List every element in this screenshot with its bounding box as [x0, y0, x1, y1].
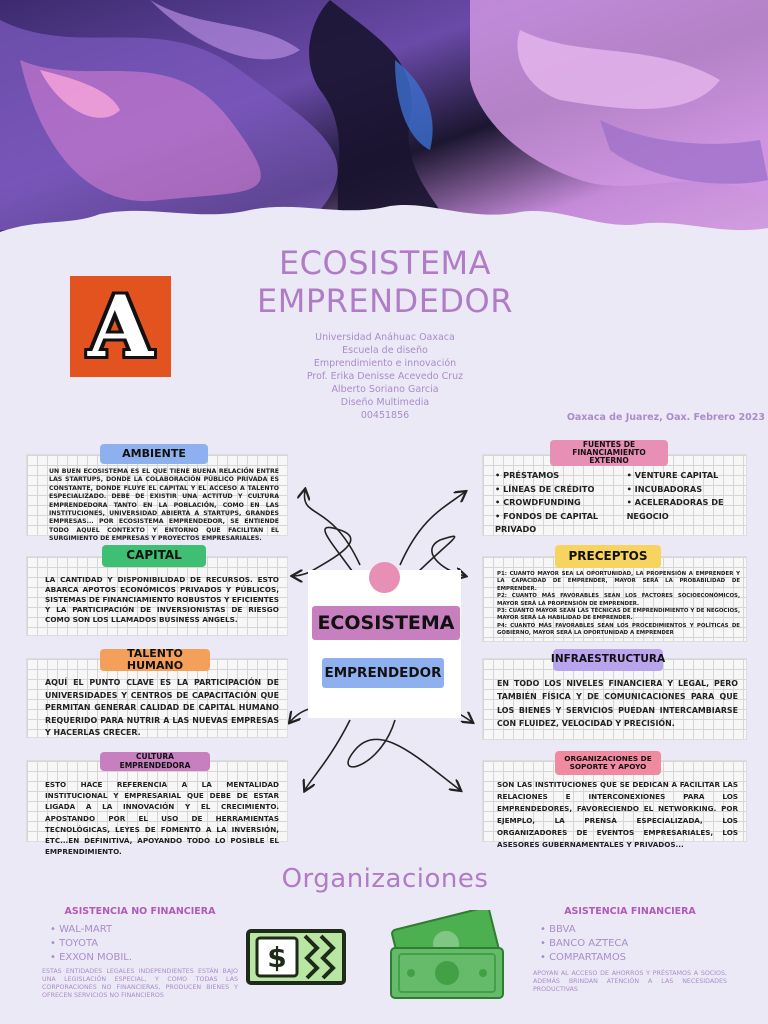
- label-line: ORGANIZACIONES DE: [564, 753, 652, 763]
- label-organizaciones-apoyo: [555, 751, 661, 775]
- center-label-ecosistema: ECOSISTEMA: [312, 606, 460, 640]
- label-ambiente: AMBIENTE: [100, 444, 208, 464]
- list-item: • FONDOS DE CAPITAL PRIVADO: [495, 510, 613, 537]
- label-line: EXTERNO: [589, 456, 629, 466]
- label-infraestructura: INFRAESTRUCTURA: [553, 649, 663, 671]
- non-financial-heading: ASISTENCIA NO FINANCIERA: [64, 906, 216, 917]
- credit-line: Diseño Multimedia: [340, 397, 430, 408]
- credit-line: Universidad Anáhuac Oaxaca: [315, 332, 455, 343]
- center-label-emprendedor: EMPRENDEDOR: [322, 658, 444, 688]
- credit-line: Prof. Erika Denisse Acevedo Cruz: [306, 371, 464, 382]
- label-financiamiento: [550, 440, 668, 466]
- list-item: • LÍNEAS DE CRÉDITO: [495, 483, 613, 497]
- non-financial-note: ESTAS ENTIDADES LEGALES INDEPENDIENTES ESTÁN BAJO UNA LEGISLACIÓN ESPECIAL, Y COMO TODAS LAS CORPORACIONES NO FINANCIERAS, PRODUCEN BIENES Y OFRECEN SERVICIOS NO FINANCIEROS: [42, 968, 238, 999]
- precept-item: P1: CUANTO MAYOR SEA LA OPORTUNIDAD, LA PROPENSIÓN A EMPRENDER Y LA CAPACIDAD DE EMPRENDER, MAYOR SERÁ LA PROBABILIDAD DE EMPRENDER.: [497, 571, 740, 592]
- label-talento-humano: TALENTO HUMANO: [100, 649, 210, 671]
- card-preceptos: [482, 556, 747, 642]
- financial-list: [540, 923, 628, 964]
- financing-list-1: [495, 469, 613, 534]
- financial-heading: ASISTENCIA FINANCIERA: [564, 906, 696, 917]
- list-item: • TOYOTA: [50, 937, 132, 951]
- list-item: • WAL-MART: [50, 923, 132, 937]
- label-capital: CAPITAL: [102, 545, 206, 567]
- svg-text:$: $: [267, 941, 287, 974]
- list-item: • VENTURE CAPITAL: [627, 469, 740, 483]
- page-title: [230, 244, 540, 320]
- label-preceptos: PRECEPTOS: [555, 545, 661, 568]
- precept-item: P3: CUANTO MAYOR SEAN LAS TÉCNICAS DE EMPRENDIMIENTO Y DE NEGOCIOS, MAYOR SERÁ LA HABILIDAD DE EMPRENDER.: [497, 608, 740, 622]
- credit-line: Emprendimiento e innovación: [313, 358, 457, 369]
- financing-list-2: [627, 469, 740, 531]
- card-cultura-emprendedora: [26, 760, 288, 857]
- marble-banner: [0, 0, 768, 270]
- money-stack-icon: [385, 910, 510, 1002]
- center-circle-dot: [369, 562, 400, 593]
- logo-letter: A: [87, 276, 154, 376]
- dollar-bill-outline-icon: [245, 928, 347, 986]
- list-item: • BBVA: [540, 923, 628, 937]
- card-text: SON LAS INSTITUCIONES QUE SE DEDICAN A FACILITAR LAS RELACIONES E INTERCONEXIONES PARA LOS EMPRENDEDORES, FAVORECIENDO EL NETWORKING. POR EJEMPLO, LA PRENSA ESPECIALIZADA, LOS ORGANIZADORES DE EVENTOS EMPRESARIALES, LOS ASESORES GUBERNAMENTALES Y PRIVADOS...: [497, 780, 738, 849]
- credit-line: Escuela de diseño: [342, 345, 428, 356]
- title-line-2: EMPRENDEDOR: [257, 282, 513, 320]
- credit-line: Alberto Soriano Garcia: [331, 384, 439, 395]
- title-line-1: ECOSISTEMA: [278, 244, 492, 282]
- list-item: • BANCO AZTECA: [540, 937, 628, 951]
- card-text: EN TODO LOS NIVELES FINANCIERA Y LEGAL, PERO TAMBIÉN FÍSICA Y DE COMUNICACIONES PARA QUE LOS BIENES Y SERVICIOS PUEDAN INTERCAMBIARSE CON FLUIDEZ, VELOCIDAD Y PRECISIÓN.: [497, 679, 738, 729]
- label-line: FUENTES DE FINANCIAMIENTO: [572, 439, 646, 457]
- card-text: AQUÍ EL PUNTO CLAVE ES LA PARTICIPACIÓN DE UNIVERSIDADES Y CENTROS DE CAPACITACIÓN QUE PERMITAN GENERAR CALIDAD DE CAPITAL HUMANO REQUERIDO PARA NUTRIR A LAS NUEVAS EMPRESAS Y HACERLAS CRECER.: [45, 678, 279, 738]
- place-date: Oaxaca de Juarez, Oax. Febrero 2023: [566, 412, 765, 423]
- card-text: UN BUEN ECOSISTEMA ES EL QUE TIENE BUENA RELACIÓN ENTRE LAS STARTUPS, DONDE LA COLABORACIÓN PÚBLICO PRIVADA ES CONSTANTE, DONDE FLUYE EL CAPITAL Y EL ACCESO A TALENTO ESPECIALIZADO. DEBE DE EXISTIR UNA ACTITUD Y CULTURA EMPRENDEDORA TANTO EN LA POBLACIÓN, COMO EN LAS INSTITUCIONES, UNIVERSIDAD ABIERTA A STARTUPS, GRANDES EMPRESAS... POR ECOSISTEMA EMPRENDEDOR, SE ENTIENDE TODO AQUEL CONTEXTO Y ENTORNO QUE FACILITAN EL SURGIMIENTO DE EMPRESAS Y PROYECTOS EMPRESARIALES.: [49, 468, 279, 543]
- anahuac-logo: [70, 276, 171, 377]
- card-capital: [26, 556, 288, 636]
- credit-line: 00451856: [360, 410, 410, 421]
- organizations-title: Organizaciones: [281, 864, 489, 894]
- list-item: • INCUBADORAS: [627, 483, 740, 497]
- marble-banner-art: [0, 0, 768, 270]
- list-item: • COMPARTAMOS: [540, 951, 628, 965]
- card-ambiente: [26, 454, 288, 543]
- list-item: • PRÉSTAMOS: [495, 469, 613, 483]
- label-cultura-emprendedora: CULTURA EMPRENDEDORA: [100, 752, 210, 771]
- card-text: ESTO HACE REFERENCIA A LA MENTALIDAD INSTITUCIONAL Y EMPRESARIAL QUE DEBE DE ESTAR LIGADA A LA INNOVACIÓN Y EL CRECIMIENTO. APOSTANDO POR EL USO DE HERRAMIENTAS TECNOLÓGICAS, LEYES DE FOMENTO A LA INVERSIÓN, ETC...EN DEFINITIVA, APOYANDO TODO LO POSIBLE EL EMPRENDIMIENTO.: [45, 780, 279, 857]
- card-text: LA CANTIDAD Y DISPONIBILIDAD DE RECURSOS. ESTO ABARCA APOTOS ECONÓMICOS PRIVADOS Y PÚBLICOS, SISTEMAS DE FINANCIAMIENTO ROBUSTOS Y EFICIENTES Y LA PARTICIPACIÓN DE INVERSIONISTAS DE RIESGO COMO SON LOS LLAMADOS BUSINESS ANGELS.: [45, 575, 279, 624]
- credits: [270, 331, 500, 422]
- list-item: • EXXON MOBIL.: [50, 951, 132, 965]
- label-line: SOPORTE Y APOYO: [569, 762, 647, 771]
- non-financial-list: [50, 923, 132, 964]
- card-financiamiento: [482, 454, 747, 536]
- list-item: • ACELERADORAS DE NEGOCIO: [627, 496, 740, 523]
- precept-item: P4: CUANTO MÁS FAVORABLES SEAN LOS PROCEDIMIENTOS Y POLÍTICAS DE GOBIERNO, MAYOR SERÁ LA OPORTUNIDAD A EMPRENDER: [497, 622, 740, 637]
- precept-item: P2: CUANTO MÁS FAVORABLES SEAN LOS FACTORES SOCIOECONÓMICOS, MAYOR SERÁ LA PROPENSIÓN DE EMPRENDER.: [497, 593, 740, 607]
- list-item: • CROWDFUNDING: [495, 496, 613, 510]
- financial-note: APOYAN AL ACCESO DE AHORROS Y PRÉSTAMOS A SOCIOS, ADEMÁS BRINDAN ATENCIÓN A LAS NECESIDADES PRODUCTIVAS: [533, 970, 727, 993]
